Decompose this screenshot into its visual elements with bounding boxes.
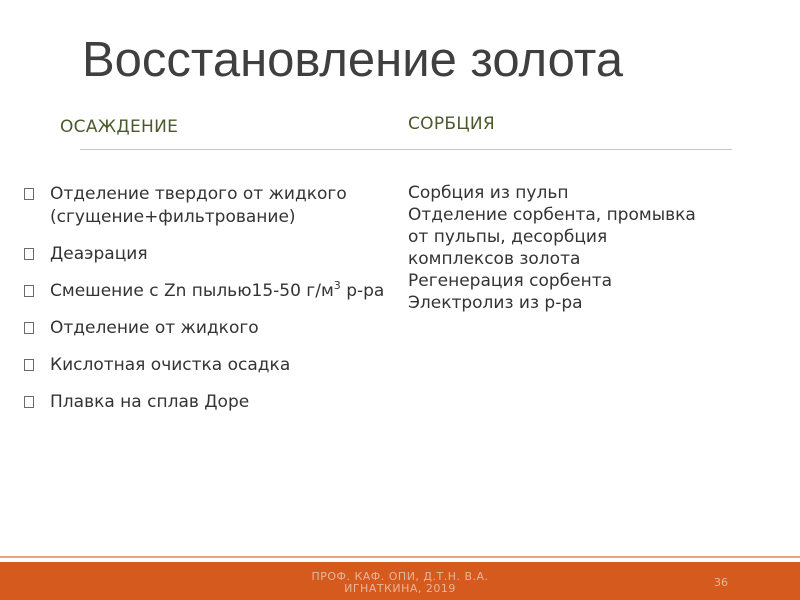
list-item-text: Плавка на сплав Доре xyxy=(50,392,250,412)
list-item-text: Кислотная очистка осадка xyxy=(50,355,291,375)
text-line: от пульпы, десорбция xyxy=(408,227,608,247)
list-item-text-part: Zn пылью15-50 г/м xyxy=(163,281,334,301)
slide-title: Восстановление золота xyxy=(82,33,623,87)
text-line: Регенерация сорбента xyxy=(408,271,613,291)
list-item-text: Отделение твердого от жидкого (сгущение+фильтрование) xyxy=(50,184,347,227)
footer-author-line: ИГНАТКИНА, 2019 xyxy=(344,582,456,595)
list-item xyxy=(24,317,389,340)
list-item xyxy=(24,280,389,303)
text-line: Отделение сорбента, промывка xyxy=(408,205,696,225)
footer-author xyxy=(280,571,520,595)
text-line: комплексов золота xyxy=(408,249,581,269)
square-bullet-icon xyxy=(24,322,34,334)
left-bullet-list xyxy=(24,183,389,428)
list-item xyxy=(24,354,389,377)
list-item-text: Отделение от жидкого xyxy=(50,318,259,338)
square-bullet-icon xyxy=(24,285,34,297)
left-column-heading: ОСАЖДЕНИЕ xyxy=(60,117,179,137)
square-bullet-icon xyxy=(24,188,34,200)
superscript: 3 xyxy=(333,279,341,292)
heading-divider xyxy=(80,149,732,150)
list-item xyxy=(24,391,389,414)
list-item xyxy=(24,243,389,266)
list-item xyxy=(24,183,389,229)
text-line: Сорбция из пульп xyxy=(408,183,569,203)
list-item-text xyxy=(50,281,384,301)
list-item-text-part: р-ра xyxy=(340,281,385,301)
right-column-heading: СОРБЦИЯ xyxy=(408,114,495,134)
right-text-block xyxy=(408,182,748,314)
text-line: Электролиз из р-ра xyxy=(408,293,583,313)
square-bullet-icon xyxy=(24,396,34,408)
footer-author-line: ПРОФ. КАФ. ОПИ, Д.Т.Н. В.А. xyxy=(311,570,489,583)
list-item-text-part: Смешение с xyxy=(50,281,164,301)
square-bullet-icon xyxy=(24,248,34,260)
page-number: 36 xyxy=(714,576,728,589)
square-bullet-icon xyxy=(24,359,34,371)
list-item-text: Деаэрация xyxy=(50,244,148,264)
footer-accent-line xyxy=(0,556,800,558)
